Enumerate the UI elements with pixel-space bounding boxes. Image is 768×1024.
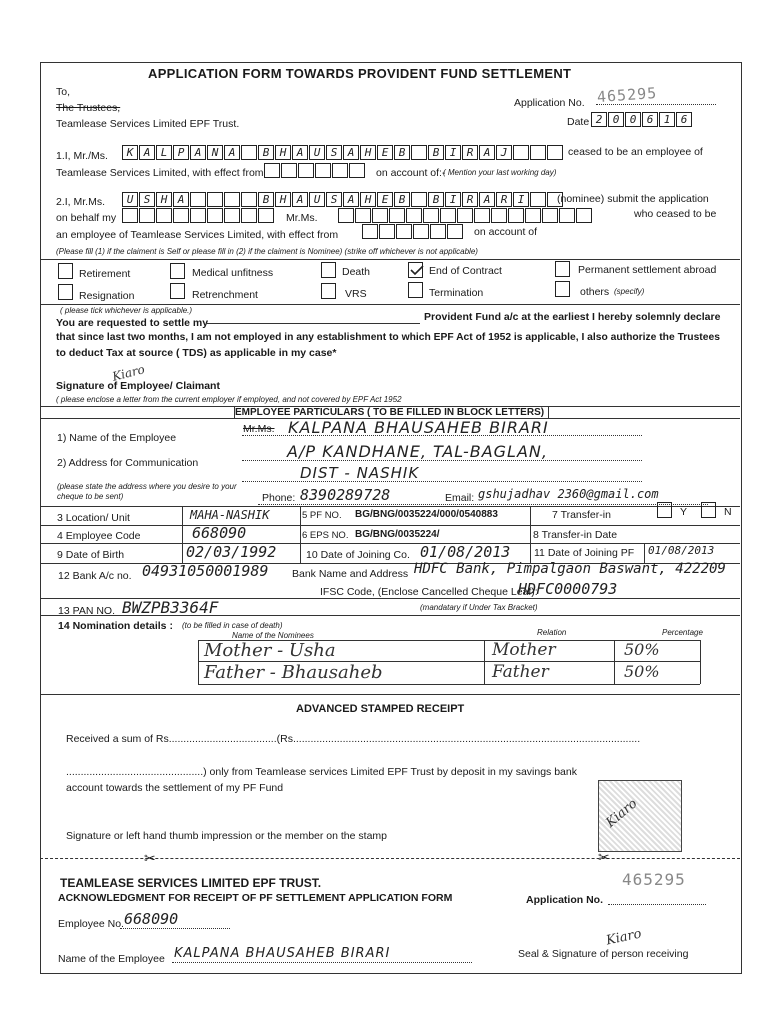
resignation-checkbox[interactable]	[58, 284, 73, 300]
date-digit: 0	[608, 112, 624, 127]
retrenchment-label: Retrenchment	[192, 289, 258, 301]
application-no-value: 465295	[596, 83, 658, 107]
letter-box: E	[377, 145, 393, 160]
doj-pf-label: 11 Date of Joining PF	[534, 547, 635, 559]
percentage-header: Percentage	[662, 628, 703, 637]
employee-effect-label: an employee of Teamlease Services Limited, with effect from	[56, 229, 339, 241]
phone-value: 8390289728	[300, 486, 391, 504]
section2-prefix: 2.I, Mr.Ms.	[56, 196, 106, 208]
letter-box	[411, 192, 427, 207]
others-specify: (specify)	[614, 287, 645, 296]
application-no-line	[596, 104, 716, 105]
letter-box: S	[326, 145, 342, 160]
bank-name-label: Bank Name and Address	[292, 568, 409, 580]
medical-label: Medical unfitness	[192, 267, 274, 279]
permanent-abroad-checkbox[interactable]	[555, 261, 570, 277]
doj-company-label: 10 Date of Joining Co.	[306, 549, 410, 561]
letter-box: B	[428, 145, 444, 160]
letter-box	[241, 192, 257, 207]
letter-box: U	[309, 192, 325, 207]
particulars-heading: EMPLOYEE PARTICULARS ( TO BE FILLED IN BLOCK LETTERS)	[235, 407, 545, 418]
location-label: 3 Location/ Unit	[57, 512, 130, 524]
nominee-relation: Father	[492, 662, 549, 682]
letter-box: I	[513, 192, 529, 207]
letter-box: A	[292, 192, 308, 207]
letter-box	[547, 145, 563, 160]
letter-box: R	[462, 145, 478, 160]
letter-box: U	[122, 192, 138, 207]
letter-box	[513, 145, 529, 160]
trustees-label: The Trustees,	[56, 102, 121, 114]
nominee-percentage: 50%	[624, 662, 660, 681]
particulars-mrms: Mr.Ms.	[243, 423, 275, 435]
declaration-line2: that since last two months, I am not employed in any establishment to which EPF Act of 1952 is applicable, I also authorize the Trustees	[56, 332, 720, 343]
ack-employee-name-value: KALPANA BHAUSAHEB BIRARI	[174, 946, 391, 961]
letter-box: R	[496, 192, 512, 207]
scissors-icon: ✂	[598, 849, 610, 865]
letter-box: S	[139, 192, 155, 207]
address-line2: DIST - NASHIK	[300, 464, 420, 482]
letter-box: U	[309, 145, 325, 160]
nominee-name-header: Name of the Nominees	[232, 631, 314, 640]
letter-box: A	[343, 192, 359, 207]
letter-box: H	[275, 145, 291, 160]
date-digit: 1	[659, 112, 675, 127]
employee-code-label: 4 Employee Code	[57, 530, 141, 542]
nominee-relation: Mother	[492, 640, 556, 660]
thumb-impression-label: Signature or left hand thumb impression or the member on the stamp	[66, 830, 387, 842]
pan-value: BWZPB3364F	[122, 598, 219, 617]
receipt-title: ADVANCED STAMPED RECEIPT	[296, 703, 465, 715]
letter-box: H	[156, 192, 172, 207]
pf-declare-text: Provident Fund a/c at the earliest I hereby solemnly declare	[424, 311, 721, 323]
letter-box: A	[479, 192, 495, 207]
fill-note: (Please fill (1) if the claiment is Self or please fill in (2) if the claiment is Nominee) (strike off whichever is not applicable)	[56, 247, 478, 256]
ifsc-label: IFSC Code, (Enclose Cancelled Cheque Leaf):	[320, 586, 538, 598]
received-sum-line: Received a sum of Rs.....................................(Rs.......................................................................................................................	[66, 733, 641, 745]
vrs-checkbox[interactable]	[321, 283, 336, 299]
nomination-label: 14 Nomination details :	[58, 620, 173, 632]
section2-name-boxes[interactable]	[122, 192, 564, 207]
letter-box	[241, 145, 257, 160]
ack-title: TEAMLEASE SERVICES LIMITED EPF TRUST.	[60, 876, 322, 890]
letter-box: B	[428, 192, 444, 207]
eps-no-label: 6 EPS NO.	[302, 530, 349, 541]
letter-box: A	[224, 145, 240, 160]
ifsc-value: HDFC0000793	[518, 580, 618, 598]
trust-name: Teamlease Services Limited EPF Trust.	[56, 118, 240, 130]
ack-employee-no-value: 668090	[124, 910, 179, 928]
letter-box: B	[258, 192, 274, 207]
letter-box: B	[394, 192, 410, 207]
nomination-note: (to be filled in case of death)	[182, 621, 283, 630]
resignation-label: Resignation	[79, 290, 135, 302]
letter-box: P	[173, 145, 189, 160]
death-label: Death	[342, 266, 371, 278]
scissors-icon: ✂	[144, 850, 156, 866]
date-boxes[interactable]	[591, 112, 693, 127]
location-value: MAHA-NASHIK	[190, 508, 270, 522]
letter-box: H	[360, 192, 376, 207]
date-digit: 6	[676, 112, 692, 127]
others-label: others	[580, 286, 610, 298]
who-ceased-label: who ceased to be	[634, 208, 717, 220]
transfer-in-label: 7 Transfer-in	[552, 509, 611, 521]
relation-header: Relation	[537, 628, 567, 637]
only-from-line: ...............................................) only from Teamlease services Limited EPF Trust by deposit in my savings bank	[66, 766, 577, 778]
ack-employee-name-label: Name of the Employee	[58, 953, 165, 965]
eps-no-value: BG/BNG/0035224/	[355, 529, 440, 540]
section1-name-boxes[interactable]	[122, 145, 564, 160]
section2-behalf-boxes[interactable]	[122, 208, 275, 223]
bank-name-value: HDFC Bank, Pimpalgaon Baswant, 422209	[414, 561, 726, 577]
employee-code-value: 668090	[192, 524, 247, 542]
address-note: (please state the address where you desire to your cheque to be sent)	[57, 482, 237, 501]
letter-box: A	[343, 145, 359, 160]
letter-box: A	[190, 145, 206, 160]
account-line: account towards the settlement of my PF Fund	[66, 782, 284, 794]
last-working-day-note: ( Mention your last working day)	[443, 168, 557, 177]
letter-box: H	[360, 145, 376, 160]
email-label: Email:	[445, 492, 475, 504]
retirement-checkbox[interactable]	[58, 263, 73, 279]
bank-ac-label: 12 Bank A/c no.	[58, 570, 132, 582]
section2-mrms-boxes[interactable]	[338, 208, 593, 223]
letter-box	[224, 192, 240, 207]
end-of-contract-checkbox[interactable]	[408, 262, 423, 278]
stamp-signature: Kiaro	[603, 796, 641, 831]
letter-box	[530, 145, 546, 160]
section2-on-account: on account of	[474, 226, 538, 238]
ack-subtitle: ACKNOWLEDGMENT FOR RECEIPT OF PF SETTLEMENT APPLICATION FORM	[58, 892, 453, 904]
address-label: 2) Address for Communication	[57, 457, 199, 469]
ack-serial: 465295	[622, 870, 686, 889]
letter-box	[190, 192, 206, 207]
pan-label: 13 PAN NO.	[58, 605, 115, 617]
pf-no-value: BG/BNG/0035224/000/0540883	[355, 509, 498, 520]
doj-company-value: 01/08/2013	[420, 543, 511, 561]
transfer-in-yes-label: Y	[680, 506, 688, 518]
section1-effect-label: Teamlease Services Limited, with effect from	[56, 167, 264, 179]
settle-label: You are requested to settle my	[56, 317, 209, 329]
receiver-signature: Kiaro	[604, 926, 643, 949]
transfer-in-no-checkbox[interactable]	[701, 502, 716, 518]
dob-value: 02/03/1992	[186, 543, 277, 561]
letter-box: J	[496, 145, 512, 160]
on-behalf-label: on behalf my	[56, 212, 117, 224]
retirement-label: Retirement	[79, 268, 131, 280]
letter-box: S	[326, 192, 342, 207]
email-value: gshujadhav 2360@gmail.com	[478, 487, 659, 501]
letter-box: B	[258, 145, 274, 160]
section1-effect-boxes[interactable]	[264, 163, 366, 178]
bank-ac-value: 04931050001989	[142, 562, 269, 580]
employee-name-label: 1) Name of the Employee	[57, 432, 177, 444]
letter-box: K	[122, 145, 138, 160]
date-label: Date	[567, 116, 590, 128]
letter-box: A	[139, 145, 155, 160]
employee-signature-label: Signature of Employee/ Claimant	[56, 380, 220, 392]
termination-label: Termination	[429, 287, 484, 299]
letter-box	[530, 192, 546, 207]
letter-box: E	[377, 192, 393, 207]
medical-checkbox[interactable]	[170, 263, 185, 279]
form-title: APPLICATION FORM TOWARDS PROVIDENT FUND SETTLEMENT	[148, 66, 572, 81]
application-no-label: Application No.	[514, 97, 585, 109]
mrms-label: Mr.Ms.	[286, 212, 318, 224]
tick-icon	[409, 263, 424, 279]
transfer-in-yes-checkbox[interactable]	[657, 502, 672, 518]
to-label: To,	[56, 86, 71, 98]
phone-label: Phone:	[262, 492, 296, 504]
employee-signature: Kiaro	[110, 362, 147, 384]
date-digit: 2	[591, 112, 607, 127]
letter-box: A	[173, 192, 189, 207]
nominee-row: Father - Bhausaheb	[204, 662, 383, 683]
letter-box: A	[292, 145, 308, 160]
letter-box: B	[394, 145, 410, 160]
date-digit: 0	[625, 112, 641, 127]
on-account-label: on account of:-	[376, 167, 446, 179]
date-digit: 6	[642, 112, 658, 127]
nominee-label: (nominee) submit the application	[557, 193, 709, 205]
address-line1: A/P KANDHANE, TAL-BAGLAN,	[287, 442, 548, 461]
ack-employee-no-label: Employee No.	[58, 918, 124, 930]
letter-box: N	[207, 145, 223, 160]
dob-label: 9 Date of Birth	[57, 549, 125, 561]
declaration-line3: to deduct Tax at source ( TDS) as applicable in my case*	[56, 347, 337, 359]
others-checkbox[interactable]	[555, 281, 570, 297]
letter-box	[207, 192, 223, 207]
termination-checkbox[interactable]	[408, 282, 423, 298]
nominee-row: Mother - Usha	[204, 640, 336, 661]
transfer-date-label: 8 Transfer-in Date	[533, 529, 618, 541]
pan-note: (mandatary if Under Tax Bracket)	[420, 603, 538, 612]
doj-pf-value: 01/08/2013	[648, 544, 715, 557]
letter-box: A	[479, 145, 495, 160]
permanent-abroad-label: Permanent settlement abroad	[578, 264, 717, 276]
end-of-contract-label: End of Contract	[429, 265, 502, 277]
section2-effect-boxes[interactable]	[362, 224, 464, 239]
transfer-in-no-label: N	[724, 506, 732, 518]
nominee-percentage: 50%	[624, 640, 660, 659]
retrenchment-checkbox[interactable]	[170, 283, 185, 299]
section1-prefix: 1.I, Mr./Ms.	[56, 150, 108, 162]
letter-box: R	[462, 192, 478, 207]
ack-application-no-label: Application No.	[526, 894, 603, 906]
enclose-note: ( please enclose a letter from the current employer if employed, and not covered by EPF Act 1952	[56, 395, 402, 404]
employee-name-value: KALPANA BHAUSAHEB BIRARI	[288, 418, 549, 437]
letter-box: I	[445, 192, 461, 207]
letter-box: H	[275, 192, 291, 207]
vrs-label: VRS	[345, 288, 367, 300]
seal-signature-label: Seal & Signature of person receiving	[518, 948, 689, 960]
pf-no-label: 5 PF NO.	[302, 510, 342, 521]
letter-box	[411, 145, 427, 160]
tick-note: ( please tick whichever is applicable.)	[60, 306, 193, 315]
ceased-label: ceased to be an employee of	[568, 146, 703, 158]
letter-box: I	[445, 145, 461, 160]
death-checkbox[interactable]	[321, 262, 336, 278]
letter-box: L	[156, 145, 172, 160]
